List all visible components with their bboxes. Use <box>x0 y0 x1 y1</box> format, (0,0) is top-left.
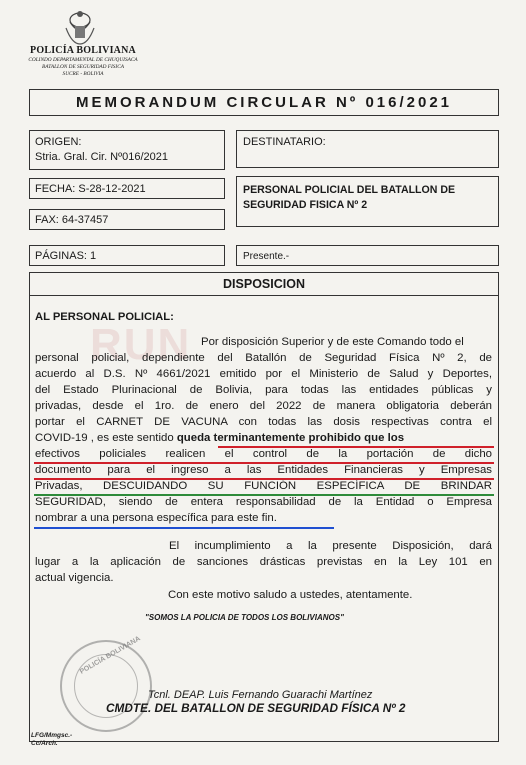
origen-box <box>29 130 225 170</box>
stamp-text: POLICÍA BOLIVIANA <box>78 635 142 676</box>
p1-line-6: portar el CARNET DE VACUNA con todas las dosis respectivas contra el <box>35 416 492 428</box>
p2-line-1: El incumplimiento a la presente Disposición, dará <box>169 540 492 552</box>
fecha-value: FECHA: S-28-12-2021 <box>35 183 146 195</box>
title-box <box>29 89 499 116</box>
p1-line-2: personal policial, dependiente del Batallón de Seguridad Física Nº 2, de <box>35 352 492 364</box>
paginas-value: PÁGINAS: 1 <box>35 250 97 262</box>
motto: "SOMOS LA POLICIA DE TODOS LOS BOLIVIANOS" <box>145 613 344 622</box>
blue-underline <box>34 527 334 529</box>
watermark: RUN <box>90 320 192 369</box>
origen-value: Stria. Gral. Cir. Nº016/2021 <box>35 151 169 163</box>
police-crest-icon <box>62 8 98 46</box>
p2-line-3: actual vigencia. <box>35 572 114 584</box>
red-underline-1 <box>218 446 494 448</box>
destinatario-box <box>236 130 499 168</box>
salutation: AL PERSONAL POLICIAL: <box>35 311 174 323</box>
signer-name: Tcnl. DEAP. Luis Fernando Guarachi Martínez <box>148 689 373 701</box>
fax-box <box>29 209 225 230</box>
p1-bold-line-2: documento para el ingreso a las Entidades Financieras y Empresas <box>35 464 492 476</box>
p1-line-4: del Estado Plurinacional de Bolivia, para todas las entidades públicas y <box>35 384 492 396</box>
destinatario-label: DESTINATARIO: <box>243 136 326 148</box>
destinatario-value-line2: SEGURIDAD FISICA Nº 2 <box>243 199 368 211</box>
p1-bold-line-4: SEGURIDAD, siendo de entera responsabilidad de la Entidad o Empresa <box>35 496 492 508</box>
green-underline <box>34 494 494 496</box>
initials-line-2: Cc/Arch. <box>31 740 58 747</box>
org-name: POLICÍA BOLIVIANA <box>30 45 136 56</box>
p1-line-1: Por disposición Superior y de este Comando todo el <box>201 336 464 348</box>
document-title: MEMORANDUM CIRCULAR Nº 016/2021 <box>75 94 453 111</box>
police-stamp <box>60 635 152 732</box>
disposicion-heading: DISPOSICION <box>30 273 498 296</box>
presente-box <box>236 245 499 266</box>
org-subtitle-3: SUCRE - BOLIVIA <box>62 71 104 77</box>
initials-line-1: LFG/Mmgsc.- <box>31 732 73 739</box>
destinatario-value-box <box>236 176 499 227</box>
signer-title: CMDTE. DEL BATALLON DE SEGURIDAD FÍSICA Nº 2 <box>106 701 406 715</box>
p1-line-7 <box>35 431 492 447</box>
fecha-box <box>29 178 225 199</box>
closing-text: Con este motivo saludo a ustedes, atentamente. <box>168 589 413 601</box>
org-subtitle-2: BATALLON DE SEGURIDAD FISICA <box>42 64 124 70</box>
p1-bold-line-1: efectivos policiales realicen el control de la portación de dicho <box>35 448 492 460</box>
org-subtitle-1: COLINDO DEPARTAMENTAL DE CHUQUISACA <box>28 57 138 63</box>
origen-label: ORIGEN: <box>35 136 82 148</box>
p1-line-7-normal: COVID-19 , es este sentido <box>35 432 177 444</box>
p1-line-3: acuerdo al D.S. Nº 4661/2021 emitido por el Ministerio de Salud y Deportes, <box>35 368 492 380</box>
p1-line-5: privadas, desde el 1ro. de enero del 2022 de manera obligatoria deberán <box>35 400 492 412</box>
paginas-box <box>29 245 225 266</box>
p1-line-7-bold: queda terminantemente prohibido que los <box>176 432 405 444</box>
red-underline-2 <box>34 462 494 464</box>
p1-bold-line-3: Privadas, DESCUIDANDO SU FUNCIÓN ESPECÍFICA DE BRINDAR <box>35 480 492 492</box>
fax-value: FAX: 64-37457 <box>35 214 109 226</box>
p2-line-2: lugar a la aplicación de sanciones drásticas previstas en la Ley 101 en <box>35 556 492 568</box>
p1-bold-line-5: nombrar a una persona específica para este fin. <box>35 512 277 524</box>
red-underline-3 <box>34 478 494 480</box>
presente-value: Presente.- <box>243 251 290 262</box>
destinatario-value-line1: PERSONAL POLICIAL DEL BATALLON DE <box>243 184 456 196</box>
